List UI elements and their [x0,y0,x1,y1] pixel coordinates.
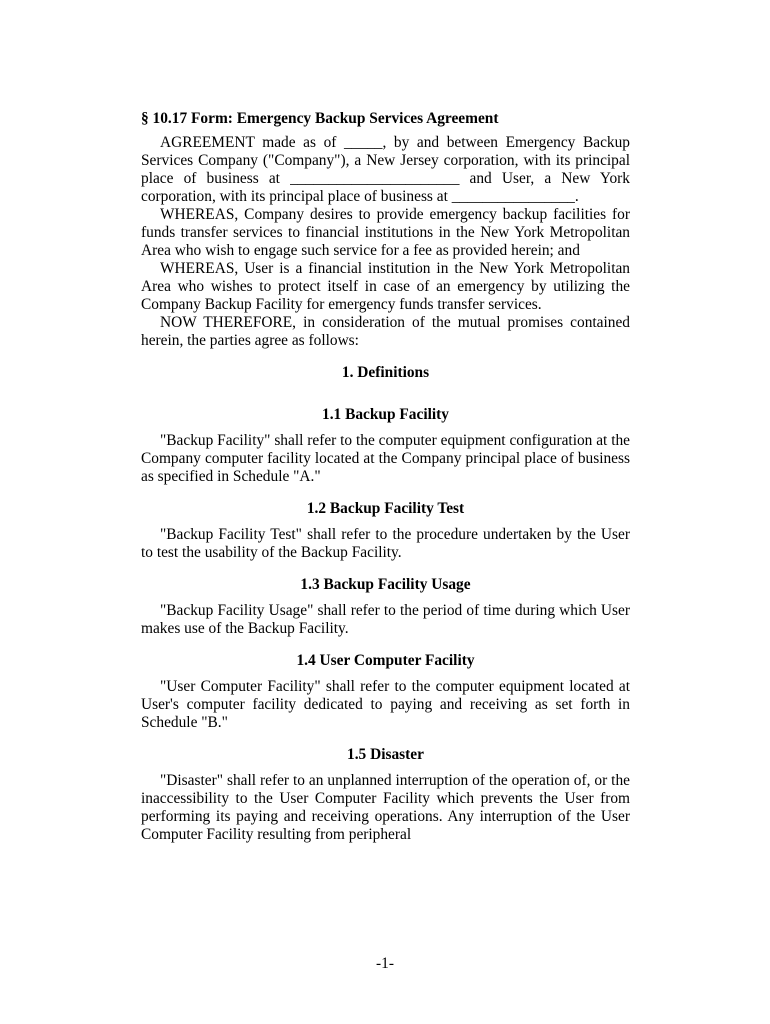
section-body: "Backup Facility" shall refer to the computer equipment configuration at the Company computer facility located at the Company principal place of business as specified in Schedule "A." [141,432,630,485]
section-heading: 1.1 Backup Facility [322,406,449,423]
section-1-4 [141,652,630,732]
now-therefore-paragraph: NOW THEREFORE, in consideration of the mutual promises contained herein, the parties agree as follows: [141,314,630,349]
section-1-1 [141,406,630,486]
section-1-3 [141,576,630,638]
preamble-agreement-paragraph: AGREEMENT made as of _____, by and between Emergency Backup Services Company ("Company"), a New Jersey corporation, with its principal place of business at ______________________ and User, a New York corporation, with its principal place of business at ________________. [141,134,630,205]
section-1-5 [141,746,630,844]
page-number: -1- [376,955,394,972]
article-heading-definitions: 1. Definitions [341,364,430,381]
section-heading: 1.2 Backup Facility Test [306,500,465,517]
section-1-2 [141,500,630,562]
section-heading: 1.4 User Computer Facility [296,652,475,669]
section-body: "Backup Facility Usage" shall refer to the period of time during which User makes use of the Backup Facility. [141,602,630,637]
whereas-user-paragraph: WHEREAS, User is a financial institution in the New York Metropolitan Area who wishes to protect itself in case of an emergency by utilizing the Company Backup Facility for emergency funds transfer services. [141,260,630,313]
section-body: "User Computer Facility" shall refer to the computer equipment located at User's computer facility dedicated to paying and receiving as set forth in Schedule "B." [141,678,630,731]
document-page [141,110,630,858]
section-body: "Disaster" shall refer to an unplanned interruption of the operation of, or the inaccessibility to the User Computer Facility which prevents the User from performing its paying and receiving operations. Any interruption of the User Computer Facility resulting from peripheral [141,772,630,843]
section-body: "Backup Facility Test" shall refer to the procedure undertaken by the User to test the usability of the Backup Facility. [141,526,630,561]
document-title: § 10.17 Form: Emergency Backup Services Agreement [141,110,499,127]
section-heading: 1.5 Disaster [347,746,424,763]
whereas-company-paragraph: WHEREAS, Company desires to provide emergency backup facilities for funds transfer services to financial institutions in the New York Metropolitan Area who wish to engage such service for a fee as provided herein; and [141,206,630,259]
section-heading: 1.3 Backup Facility Usage [300,576,471,593]
